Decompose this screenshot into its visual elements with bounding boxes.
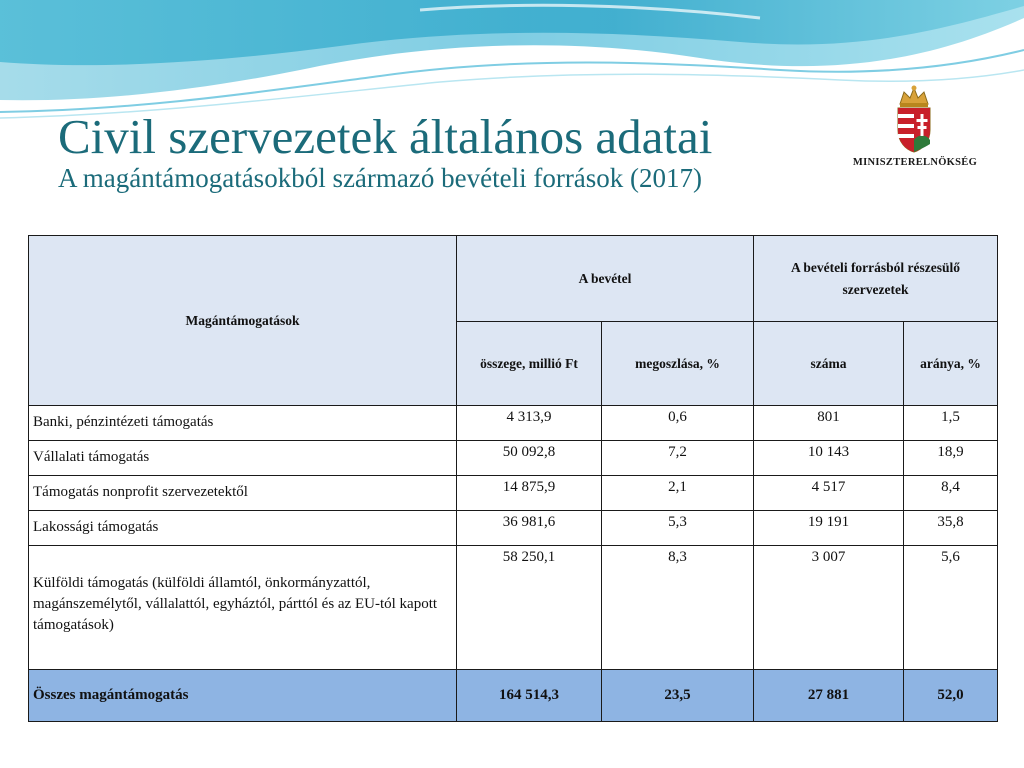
row-label: Támogatás nonprofit szervezetektől <box>29 476 457 511</box>
row-label: Lakossági támogatás <box>29 511 457 546</box>
row-count: 10 143 <box>754 441 904 476</box>
row-count: 3 007 <box>754 546 904 670</box>
table-row <box>29 546 998 670</box>
row-ratio: 35,8 <box>904 511 998 546</box>
row-share: 7,2 <box>602 441 754 476</box>
total-amount: 164 514,3 <box>457 670 602 722</box>
total-share: 23,5 <box>602 670 754 722</box>
row-ratio: 5,6 <box>904 546 998 670</box>
row-amount: 14 875,9 <box>457 476 602 511</box>
header-count: száma <box>754 322 904 406</box>
header-amount: összege, millió Ft <box>457 322 602 406</box>
row-share: 8,3 <box>602 546 754 670</box>
private-support-table <box>28 235 998 722</box>
row-share: 0,6 <box>602 406 754 441</box>
total-label: Összes magántámogatás <box>29 670 457 722</box>
total-count: 27 881 <box>754 670 904 722</box>
slide-title: Civil szervezetek általános adatai <box>58 109 713 164</box>
total-ratio: 52,0 <box>904 670 998 722</box>
total-row <box>29 670 998 722</box>
hungarian-coat-of-arms-icon <box>894 84 934 154</box>
logo-text: MINISZTERELNÖKSÉG <box>852 157 978 168</box>
header-group-organizations: A bevételi forrásból részesülő szervezetek <box>754 236 998 322</box>
row-ratio: 8,4 <box>904 476 998 511</box>
slide-subtitle: A magántámogatásokból származó bevételi források (2017) <box>58 163 703 193</box>
header-share: megoszlása, % <box>602 322 754 406</box>
row-amount: 58 250,1 <box>457 546 602 670</box>
table-row <box>29 406 998 441</box>
row-count: 4 517 <box>754 476 904 511</box>
header-row-label: Magántámogatások <box>29 236 457 406</box>
row-amount: 4 313,9 <box>457 406 602 441</box>
ministry-logo <box>848 82 980 180</box>
header-ratio: aránya, % <box>904 322 998 406</box>
row-ratio: 18,9 <box>904 441 998 476</box>
row-ratio: 1,5 <box>904 406 998 441</box>
header-group-revenue: A bevétel <box>457 236 754 322</box>
row-count: 19 191 <box>754 511 904 546</box>
row-label: Banki, pénzintézeti támogatás <box>29 406 457 441</box>
row-amount: 50 092,8 <box>457 441 602 476</box>
row-label: Vállalati támogatás <box>29 441 457 476</box>
row-label: Külföldi támogatás (külföldi államtól, önkormányzattól, magánszemélytől, vállalattól, egyháztól, párttól és az EU-tól kapott támogatások) <box>29 546 457 670</box>
table-row <box>29 441 998 476</box>
table-row <box>29 511 998 546</box>
row-share: 2,1 <box>602 476 754 511</box>
table-row <box>29 476 998 511</box>
row-count: 801 <box>754 406 904 441</box>
row-share: 5,3 <box>602 511 754 546</box>
row-amount: 36 981,6 <box>457 511 602 546</box>
